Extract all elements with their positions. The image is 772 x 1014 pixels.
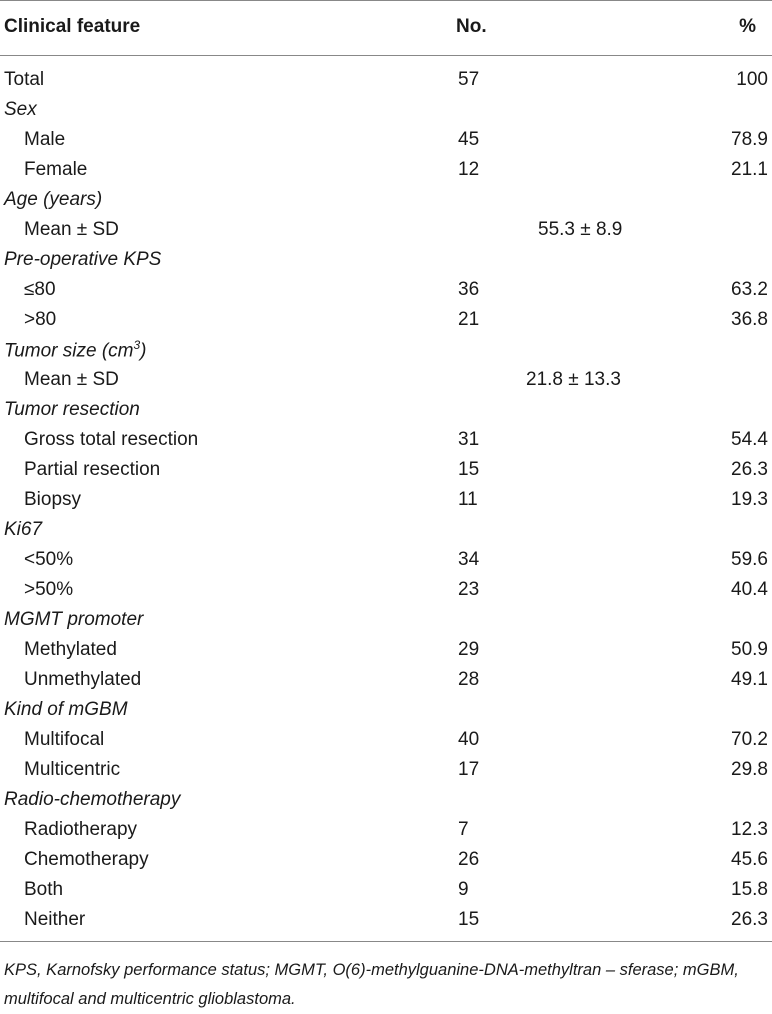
row-label: Partial resection	[24, 459, 161, 480]
table-row	[0, 55, 772, 95]
table-row	[0, 425, 772, 455]
row-percent: 59.6	[731, 549, 768, 570]
row-percent: 29.8	[731, 759, 768, 780]
row-count: 36	[458, 279, 480, 300]
row-label: Multifocal	[24, 729, 105, 750]
row-percent: 15.8	[731, 879, 768, 900]
section-label-suffix: )	[140, 340, 147, 362]
row-count: 11	[458, 489, 478, 510]
row-count: 17	[458, 759, 480, 780]
table-row	[0, 815, 772, 845]
row-label: Gross total resection	[24, 429, 199, 450]
superscript: 3	[133, 337, 141, 352]
row-percent: 49.1	[731, 669, 768, 690]
row-percent: 12.3	[731, 819, 768, 840]
row-label: Both	[24, 879, 64, 900]
row-count: 31	[458, 429, 480, 450]
row-count: 7	[458, 819, 469, 840]
row-percent: 70.2	[731, 729, 768, 750]
row-label: Mean ± SD	[24, 219, 119, 240]
table-footnote: KPS, Karnofsky performance status; MGMT, O(6)-methylguanine-DNA-methyltran – sferase; mGBM, multifocal and multicentric glioblastoma.	[4, 961, 739, 1008]
table-row	[0, 605, 772, 635]
row-percent: 21.1	[731, 159, 768, 180]
table-row	[0, 305, 772, 335]
section-label: Pre-operative KPS	[4, 249, 162, 270]
header-clinical-feature: Clinical feature	[0, 0, 430, 55]
row-count: 40	[458, 729, 480, 750]
row-label: <50%	[24, 549, 74, 570]
row-label: >80	[24, 309, 57, 330]
section-label: Tumor resection	[4, 399, 140, 420]
row-label: Radiotherapy	[24, 819, 138, 840]
row-count: 28	[458, 669, 480, 690]
table-header-row	[0, 0, 772, 55]
table-row	[0, 395, 772, 425]
header-percent: %	[580, 0, 772, 55]
table-row	[0, 455, 772, 485]
row-label: Male	[24, 129, 66, 150]
row-count: 45	[458, 129, 480, 150]
row-percent: 40.4	[731, 579, 768, 600]
table-body	[0, 55, 772, 941]
row-label: >50%	[24, 579, 74, 600]
table-row	[0, 845, 772, 875]
row-percent: 36.8	[731, 309, 768, 330]
row-percent: 63.2	[731, 279, 768, 300]
table-row	[0, 545, 772, 575]
row-label: ≤80	[24, 279, 56, 300]
row-percent: 19.3	[731, 489, 768, 510]
section-label-text: Tumor size (cm	[4, 340, 134, 362]
table-row	[0, 365, 772, 395]
row-value-span: 21.8 ± 13.3	[526, 369, 621, 390]
row-count: 26	[458, 849, 480, 870]
table-row	[0, 755, 772, 785]
row-label: Female	[24, 159, 88, 180]
row-label: Unmethylated	[24, 669, 142, 690]
row-percent: 50.9	[731, 639, 768, 660]
row-label: Chemotherapy	[24, 849, 149, 870]
section-label: Radio-chemotherapy	[4, 789, 181, 810]
section-label: Ki67	[4, 519, 43, 540]
row-percent: 78.9	[731, 129, 768, 150]
row-label: Mean ± SD	[24, 369, 119, 390]
row-label: Biopsy	[24, 489, 82, 510]
table-row	[0, 215, 772, 245]
table-row	[0, 185, 772, 215]
row-count: 21	[458, 309, 480, 330]
row-count: 15	[458, 459, 480, 480]
table-row	[0, 515, 772, 545]
table-row	[0, 665, 772, 695]
row-percent: 26.3	[580, 905, 772, 941]
table-row	[0, 905, 772, 941]
section-label: MGMT promoter	[4, 609, 144, 630]
row-percent: 45.6	[731, 849, 768, 870]
row-percent: 100	[736, 69, 768, 91]
row-label: Neither	[0, 905, 430, 941]
row-count: 12	[458, 159, 480, 180]
row-count: 57	[458, 69, 480, 91]
row-label: Methylated	[24, 639, 117, 660]
table-row	[0, 725, 772, 755]
table-row	[0, 275, 772, 305]
table-row	[0, 485, 772, 515]
table-row	[0, 125, 772, 155]
row-count: 9	[458, 879, 469, 900]
table-row	[0, 335, 772, 365]
row-count: 34	[458, 549, 480, 570]
header-no: No.	[430, 0, 580, 55]
table-row	[0, 875, 772, 905]
section-label: Sex	[4, 99, 37, 120]
row-count: 15	[430, 905, 580, 941]
row-percent: 26.3	[731, 459, 768, 480]
section-label: Kind of mGBM	[4, 699, 128, 720]
row-percent: 54.4	[731, 429, 768, 450]
table-row	[0, 695, 772, 725]
section-label	[0, 335, 772, 365]
row-count: 29	[458, 639, 480, 660]
table-row	[0, 785, 772, 815]
table-row	[0, 245, 772, 275]
table-row	[0, 635, 772, 665]
row-value-span: 55.3 ± 8.9	[538, 219, 623, 240]
table-row	[0, 95, 772, 125]
row-label: Multicentric	[24, 759, 121, 780]
row-label: Total	[4, 69, 45, 91]
table-row	[0, 155, 772, 185]
table-row	[0, 575, 772, 605]
section-label: Age (years)	[4, 189, 103, 210]
row-count: 23	[458, 579, 480, 600]
